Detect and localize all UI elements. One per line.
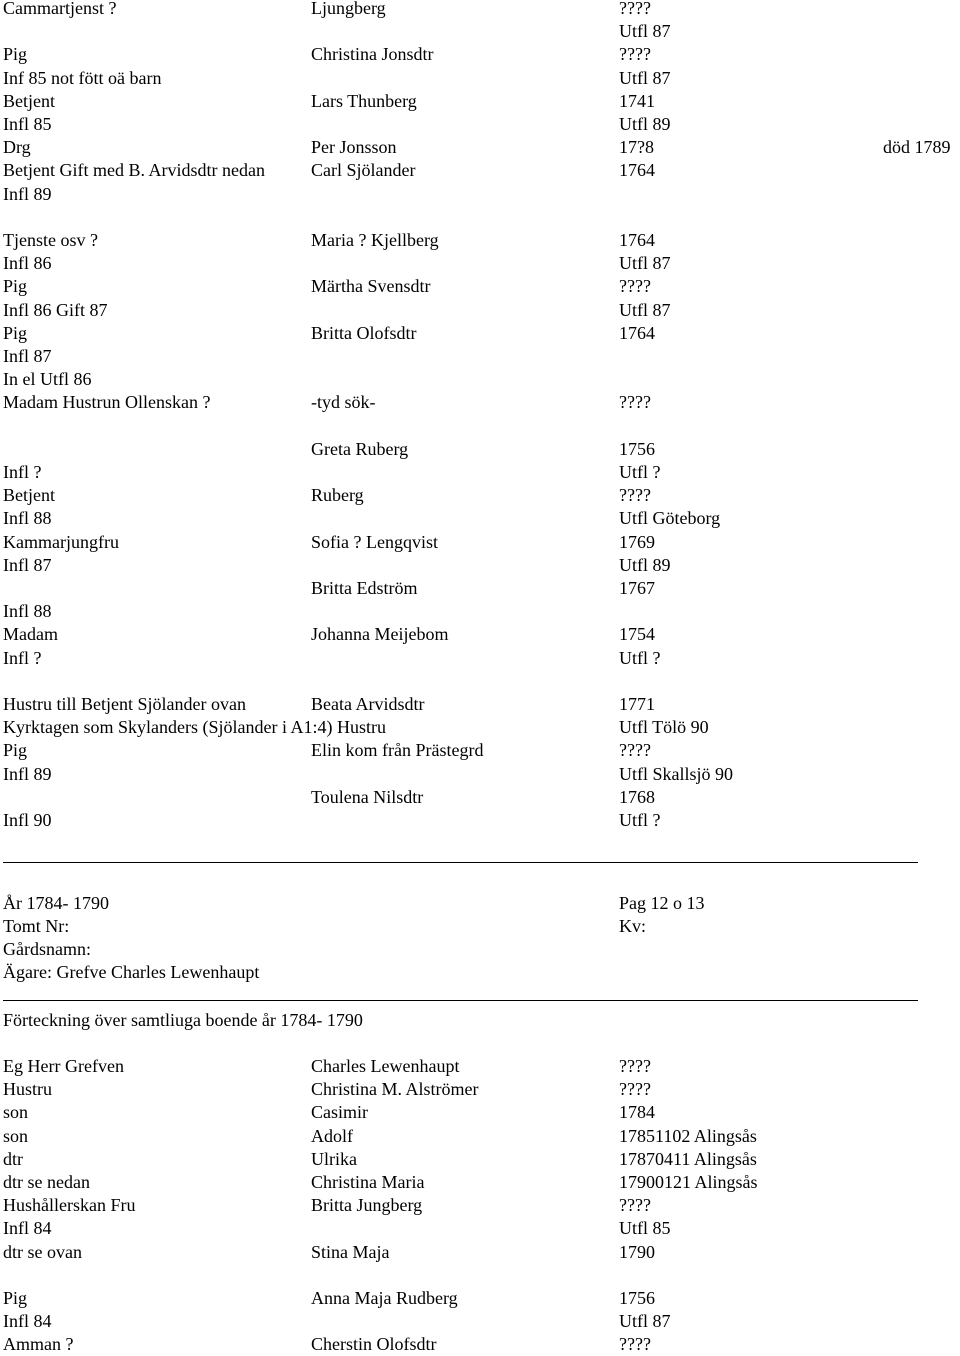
cell-c1: Infl 88 bbox=[3, 508, 52, 529]
cell-c2: Christina Jonsdtr bbox=[311, 44, 434, 65]
cell-c1: Infl 86 Gift 87 bbox=[3, 299, 108, 320]
cell-c2: Ruberg bbox=[311, 485, 364, 506]
cell-c3: 1756 bbox=[619, 438, 655, 459]
cell-c2: Lars Thunberg bbox=[311, 90, 417, 111]
cell-c1: Betjent Gift med B. Arvidsdtr nedan bbox=[3, 160, 265, 181]
cell-c3: Utfl 87 bbox=[619, 1311, 671, 1332]
cell-c1: Madam Hustrun Ollenskan ? bbox=[3, 392, 211, 413]
cell-c2: Beata Arvidsdtr bbox=[311, 694, 425, 714]
list-item bbox=[0, 159, 960, 182]
list-item bbox=[0, 0, 960, 20]
cell-c1: Kyrktagen som Skylanders (Sjölander i A1:4) Hustru bbox=[3, 717, 386, 738]
cell-c2: -tyd sök- bbox=[311, 392, 376, 413]
cell-c1: dtr se ovan bbox=[3, 1241, 82, 1262]
cell-c2: Christina M. Alströmer bbox=[311, 1079, 479, 1100]
tomt-label: Tomt Nr: bbox=[3, 916, 70, 936]
cell-c3: Utfl 85 bbox=[619, 1218, 671, 1239]
list-item bbox=[0, 345, 960, 368]
cell-c2: Ulrika bbox=[311, 1148, 357, 1169]
cell-c2: Sofia ? Lengqvist bbox=[311, 531, 438, 552]
cell-c4: död 1789 bbox=[883, 137, 951, 158]
cell-c3: 1768 bbox=[619, 786, 655, 807]
list-item bbox=[0, 43, 960, 66]
list-item bbox=[0, 1333, 960, 1356]
list-item bbox=[0, 809, 960, 832]
cell-c3: 1784 bbox=[619, 1102, 655, 1123]
cell-c3: Utfl Skallsjö 90 bbox=[619, 763, 734, 784]
cell-c1: son bbox=[3, 1125, 29, 1146]
cell-c3: 1769 bbox=[619, 531, 655, 552]
cell-c1: Betjent bbox=[3, 90, 55, 111]
cell-c1: Infl 88 bbox=[3, 601, 52, 622]
cell-c1: Cammartjenst ? bbox=[3, 0, 117, 18]
list-item bbox=[0, 577, 960, 600]
list-item bbox=[0, 1194, 960, 1217]
cell-c1: In el Utfl 86 bbox=[3, 369, 92, 390]
cell-c2: Toulena Nilsdtr bbox=[311, 786, 424, 807]
cell-c1: Pig bbox=[3, 276, 28, 297]
separator-line bbox=[3, 1000, 918, 1001]
cell-c1: Eg Herr Grefven bbox=[3, 1056, 124, 1076]
page-number: Pag 12 o 13 bbox=[619, 893, 705, 913]
list-item bbox=[0, 67, 960, 90]
list-item bbox=[0, 623, 960, 646]
cell-c3: ???? bbox=[619, 392, 651, 413]
cell-c3: ???? bbox=[619, 1195, 651, 1216]
list-item bbox=[0, 531, 960, 554]
list-item bbox=[0, 763, 960, 786]
cell-c3: ???? bbox=[619, 1334, 651, 1355]
list-item bbox=[0, 113, 960, 136]
cell-c3: 1790 bbox=[619, 1241, 655, 1262]
cell-c3: Utfl 87 bbox=[619, 67, 671, 88]
cell-c3: 17?8 bbox=[619, 137, 654, 158]
cell-c1: dtr se nedan bbox=[3, 1172, 90, 1192]
cell-c3: Utfl 87 bbox=[619, 21, 671, 42]
cell-c3: ???? bbox=[619, 0, 651, 18]
cell-c1: Kammarjungfru bbox=[3, 531, 119, 552]
cell-c1: Pig bbox=[3, 740, 28, 761]
cell-c2: Adolf bbox=[311, 1125, 353, 1146]
cell-c1: Drg bbox=[3, 137, 31, 158]
list-item bbox=[0, 20, 960, 43]
list-item bbox=[0, 368, 960, 391]
cell-c1: Infl 89 bbox=[3, 183, 52, 204]
cell-c1: Infl 85 bbox=[3, 114, 52, 134]
cell-c3: 1756 bbox=[619, 1288, 655, 1308]
list-item bbox=[0, 1148, 960, 1171]
cell-c2: Stina Maja bbox=[311, 1241, 390, 1262]
cell-c1: Infl 89 bbox=[3, 763, 52, 784]
list-item bbox=[0, 1287, 960, 1310]
list-item bbox=[0, 670, 960, 693]
list-item bbox=[0, 183, 960, 206]
cell-c3: Utfl ? bbox=[619, 810, 661, 830]
cell-c3: 1767 bbox=[619, 578, 655, 598]
year-range: År 1784- 1790 bbox=[3, 893, 109, 913]
list-item bbox=[0, 229, 960, 252]
list-item bbox=[0, 1101, 960, 1124]
list-item bbox=[0, 136, 960, 159]
cell-c1: Amman ? bbox=[3, 1334, 74, 1355]
cell-c1: Infl 87 bbox=[3, 346, 52, 366]
list-item bbox=[0, 391, 960, 414]
cell-c3: 1764 bbox=[619, 160, 655, 181]
cell-c3: Utfl ? bbox=[619, 462, 661, 482]
cell-c2: Christina Maria bbox=[311, 1172, 425, 1192]
cell-c3: 17870411 Alingsås bbox=[619, 1148, 757, 1169]
list-item bbox=[0, 206, 960, 229]
cell-c2: Elin kom från Prästegrd bbox=[311, 740, 484, 761]
cell-c3: 1771 bbox=[619, 694, 655, 714]
cell-c1: Pig bbox=[3, 1288, 28, 1308]
cell-c3: 1754 bbox=[619, 624, 655, 645]
cell-c1: dtr bbox=[3, 1148, 23, 1169]
gardsnamn-label: Gårdsnamn: bbox=[3, 939, 91, 959]
list-item bbox=[0, 415, 960, 438]
cell-c2: Ljungberg bbox=[311, 0, 386, 18]
cell-c1: Pig bbox=[3, 44, 28, 65]
cell-c2: Charles Lewenhaupt bbox=[311, 1056, 460, 1076]
cell-c2: Britta Edström bbox=[311, 578, 418, 598]
list-item bbox=[0, 322, 960, 345]
section-title: Förteckning över samtliuga boende år 1784- 1790 bbox=[3, 1010, 363, 1030]
list-item bbox=[0, 299, 960, 322]
cell-c1: Madam bbox=[3, 624, 58, 645]
list-item bbox=[0, 438, 960, 461]
list-item bbox=[0, 1217, 960, 1240]
cell-c3: Utfl 89 bbox=[619, 114, 671, 134]
list-item bbox=[0, 252, 960, 275]
cell-c2: Greta Ruberg bbox=[311, 438, 409, 459]
cell-c1: Infl ? bbox=[3, 647, 42, 668]
cell-c1: Infl 86 bbox=[3, 253, 52, 274]
cell-c1: Inf 85 not fött oä barn bbox=[3, 67, 162, 88]
list-item bbox=[0, 739, 960, 762]
list-item bbox=[0, 484, 960, 507]
cell-c1: son bbox=[3, 1102, 29, 1123]
list-item bbox=[0, 554, 960, 577]
list-item bbox=[0, 1241, 960, 1264]
list-item bbox=[0, 693, 960, 716]
cell-c3: Utfl 87 bbox=[619, 253, 671, 274]
cell-c3: ???? bbox=[619, 485, 651, 506]
cell-c3: ???? bbox=[619, 740, 651, 761]
list-item bbox=[0, 1171, 960, 1194]
list-item bbox=[0, 461, 960, 484]
cell-c1: Infl 84 bbox=[3, 1218, 52, 1239]
cell-c3: ???? bbox=[619, 1079, 651, 1100]
list-item bbox=[0, 647, 960, 670]
cell-c3: 17900121 Alingsås bbox=[619, 1172, 758, 1192]
cell-c1: Hustru till Betjent Sjölander ovan bbox=[3, 694, 246, 714]
cell-c3: Utfl 87 bbox=[619, 299, 671, 320]
cell-c3: Utfl 89 bbox=[619, 554, 671, 575]
cell-c1: Infl 90 bbox=[3, 810, 52, 830]
cell-c3: ???? bbox=[619, 44, 651, 65]
cell-c1: Infl 84 bbox=[3, 1311, 52, 1332]
cell-c2: Anna Maja Rudberg bbox=[311, 1288, 458, 1308]
list-item bbox=[0, 90, 960, 113]
list-item bbox=[0, 1078, 960, 1101]
cell-c3: Utfl Göteborg bbox=[619, 508, 721, 529]
cell-c3: 17851102 Alingsås bbox=[619, 1125, 757, 1146]
cell-c3: Utfl Tölö 90 bbox=[619, 717, 709, 738]
list-item bbox=[0, 275, 960, 298]
cell-c1: Infl ? bbox=[3, 462, 42, 482]
cell-c1: Infl 87 bbox=[3, 554, 52, 575]
cell-c1: Hustru bbox=[3, 1079, 52, 1100]
cell-c3: 1764 bbox=[619, 230, 655, 250]
list-item bbox=[0, 1055, 960, 1078]
list-item bbox=[0, 716, 960, 739]
cell-c2: Maria ? Kjellberg bbox=[311, 230, 439, 250]
cell-c2: Casimir bbox=[311, 1102, 368, 1123]
list-item bbox=[0, 1264, 960, 1287]
cell-c1: Hushållerskan Fru bbox=[3, 1195, 136, 1216]
kv-label: Kv: bbox=[619, 916, 646, 936]
list-item bbox=[0, 600, 960, 623]
cell-c1: Betjent bbox=[3, 485, 55, 506]
cell-c2: Carl Sjölander bbox=[311, 160, 416, 181]
cell-c1: Pig bbox=[3, 322, 28, 343]
list-item bbox=[0, 1125, 960, 1148]
list-item bbox=[0, 507, 960, 530]
list-item bbox=[0, 786, 960, 809]
list-item bbox=[0, 1310, 960, 1333]
cell-c2: Britta Jungberg bbox=[311, 1195, 423, 1216]
cell-c3: 1764 bbox=[619, 322, 655, 343]
cell-c3: ???? bbox=[619, 1056, 651, 1076]
cell-c1: Tjenste osv ? bbox=[3, 230, 98, 250]
cell-c2: Cherstin Olofsdtr bbox=[311, 1334, 437, 1355]
separator-line bbox=[3, 862, 918, 863]
cell-c2: Per Jonsson bbox=[311, 137, 397, 158]
cell-c2: Johanna Meijebom bbox=[311, 624, 449, 645]
cell-c3: ???? bbox=[619, 276, 651, 297]
cell-c3: 1741 bbox=[619, 90, 655, 111]
cell-c2: Märtha Svensdtr bbox=[311, 276, 431, 297]
cell-c3: Utfl ? bbox=[619, 647, 661, 668]
owner-line: Ägare: Grefve Charles Lewenhaupt bbox=[3, 962, 260, 982]
cell-c2: Britta Olofsdtr bbox=[311, 322, 417, 343]
